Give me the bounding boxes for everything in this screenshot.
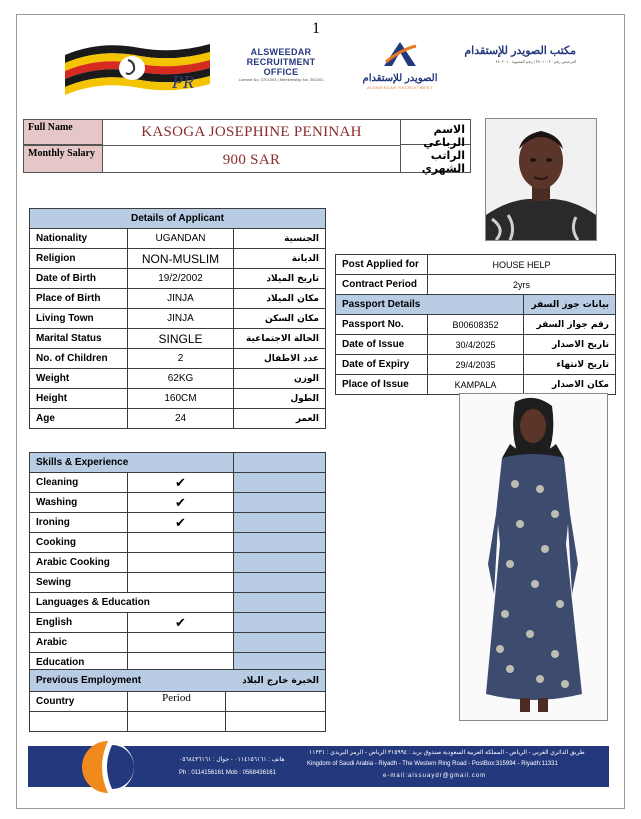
alsweedar-office-logo [228,47,334,83]
footer-emblem [60,741,156,793]
skill-row [30,573,326,593]
skill-blank-cell [234,513,326,533]
employment-title: Previous Employment [30,670,226,692]
skill-row [30,493,326,513]
full-body-photo [459,393,608,721]
details-table [29,208,326,429]
details-value: 62KG [128,369,234,389]
employment-title-arabic: الخبرة خارج البلاد [226,670,326,692]
full-name-arabic: الاسم الرباعي [400,119,471,145]
post-label: Post Applied for [336,255,428,275]
employment-header-row [30,670,326,692]
passport-row [336,355,616,375]
contract-value: 2yrs [428,275,616,295]
passport-arabic-label: مكان الاصدار [524,375,616,395]
office-arabic-logo [458,45,576,66]
details-label: Place of Birth [30,289,128,309]
details-label: Height [30,389,128,409]
details-label: Religion [30,249,128,269]
period-label: Period [128,692,226,712]
details-arabic-label: الوزن [234,369,326,389]
employment-empty-cell [226,712,326,732]
skill-blank-cell [234,553,326,573]
skill-label: English [30,613,128,633]
details-row [30,249,326,269]
skill-row [30,633,326,653]
skill-label: Arabic [30,633,128,653]
footer-bar [175,746,609,787]
details-row [30,369,326,389]
skill-check-mark [128,533,234,553]
skill-row [30,613,326,633]
a-mark-icon [380,40,420,68]
details-label: Date of Birth [30,269,128,289]
details-value: JINJA [128,289,234,309]
skills-title: Skills & Experience [30,453,234,473]
details-arabic-label: تاريخ الميلاد [234,269,326,289]
passport-arabic-label: تاريخ لانتهاء [524,355,616,375]
passport-title: Passport Details [336,295,524,315]
skill-label: Ironing [30,513,128,533]
passport-value: KAMPALA [428,375,524,395]
monthly-salary-label: Monthly Salary [23,145,103,173]
details-row [30,349,326,369]
skills-header-blank [234,453,326,473]
skill-label: Washing [30,493,128,513]
skill-check-mark: ✔ [128,613,234,633]
pr-logo: PR [172,72,194,92]
details-value: UGANDAN [128,229,234,249]
passport-label: Date of Expiry [336,355,428,375]
details-row [30,309,326,329]
alsweedar-title-line2: RECRUITMENT OFFICE [246,57,316,77]
footer-phone-arabic: هاتف : ٠١١٤١٥٦١٦١ - جوال : ٠٥٦٨٤٣٦١٦١ [179,757,285,763]
details-label: Weight [30,369,128,389]
contract-row [336,275,616,295]
details-label: No. of Children [30,349,128,369]
details-value: 2 [128,349,234,369]
skill-check-mark: ✔ [128,493,234,513]
details-arabic-label: الجنسية [234,229,326,249]
footer-address-english: Kingdom of Saudi Arabia - Riyadh - The Western Ring Road - PostBox:315994 - Riyadh:11331 [307,761,558,767]
passport-arabic-label: رقم جواز السفر [524,315,616,335]
details-header-row [30,209,326,229]
skill-check-mark: ✔ [128,513,234,533]
page-number: 1 [312,20,320,37]
details-arabic-label: الحالة الاجتماعية [234,329,326,349]
passport-value: 29/4/2035 [428,355,524,375]
footer-email[interactable]: e-mail:alssuaydr@gmail.com [383,773,487,779]
post-value: HOUSE HELP [428,255,616,275]
passport-value: 30/4/2025 [428,335,524,355]
employment-column-row [30,692,326,712]
employment-empty-cell [30,712,128,732]
details-row [30,289,326,309]
skill-label: Education [30,653,128,673]
skill-blank-cell [234,633,326,653]
details-row [30,389,326,409]
details-value: SINGLE [128,329,234,349]
details-arabic-label: الديانة [234,249,326,269]
languages-title: Languages & Education [30,593,234,613]
alsweedar-title-line1: ALSWEEDAR [250,47,312,57]
alsweedar-a-logo [360,40,440,95]
details-value: 160CM [128,389,234,409]
skill-label: Cooking [30,533,128,553]
details-row [30,409,326,429]
employment-empty-cell [128,712,226,732]
skill-check-mark [128,553,234,573]
employment-table [29,669,326,732]
details-arabic-label: مكان الميلاد [234,289,326,309]
details-row [30,229,326,249]
details-arabic-label: الطول [234,389,326,409]
passport-header-row [336,295,616,315]
skill-check-mark: ✔ [128,473,234,493]
employment-blank-cell [226,692,326,712]
skills-header-row [30,453,326,473]
details-title: Details of Applicant [30,209,326,229]
contract-label: Contract Period [336,275,428,295]
passport-row [336,315,616,335]
details-row [30,329,326,349]
details-label: Age [30,409,128,429]
country-label: Country [30,692,128,712]
skill-check-mark [128,633,234,653]
skill-blank-cell [234,573,326,593]
details-row [30,269,326,289]
footer-address-arabic: طريق الدائري الغربي - الرياض - المملكة العربية السعودية صندوق بريد : ٣١٥٩٩٤ الرياض - الرمز البريدي : ١١٣٣١ [309,750,585,756]
a-logo-arabic: الصويدر للإستقدام [362,73,438,84]
skill-blank-cell [234,533,326,553]
passport-row [336,375,616,395]
details-value: 19/2/2002 [128,269,234,289]
passport-title-arabic: بيانات جوز السفر [524,295,616,315]
skill-blank-cell [234,473,326,493]
passport-photo [485,118,597,241]
passport-label: Place of Issue [336,375,428,395]
skill-row [30,473,326,493]
employment-empty-row [30,712,326,732]
passport-arabic-label: تاريخ الاصدار [524,335,616,355]
post-row [336,255,616,275]
details-arabic-label: مكان السكن [234,309,326,329]
passport-label: Passport No. [336,315,428,335]
skill-label: Cleaning [30,473,128,493]
skill-row [30,533,326,553]
details-arabic-label: عدد الاطفال [234,349,326,369]
languages-header-blank [234,593,326,613]
details-label: Marital Status [30,329,128,349]
skill-check-mark [128,573,234,593]
skill-row [30,513,326,533]
skill-label: Sewing [30,573,128,593]
details-label: Nationality [30,229,128,249]
skill-blank-cell [234,493,326,513]
a-logo-english: ALSWEEDAR RECRUITMENT [367,85,433,90]
details-value: NON-MUSLIM [128,249,234,269]
monthly-salary-arabic: الراتب الشهري [400,145,471,173]
passport-value: B00608352 [428,315,524,335]
details-value: 24 [128,409,234,429]
passport-label: Date of Issue [336,335,428,355]
footer-phone-english: Ph : 0114156161 Mob : 0568436161 [179,770,276,776]
details-label: Living Town [30,309,128,329]
details-value: JINJA [128,309,234,329]
name-divider [103,145,400,146]
full-name-value: KASOGA JOSEPHINE PENINAH [141,124,362,140]
office-arabic-sub: الترخيص رقم : ٣٧٠١٠٠٣ | رقم العضوية : ٣٤٠٢٠١ [495,59,576,64]
post-passport-table [335,254,616,395]
skill-label: Arabic Cooking [30,553,128,573]
skill-blank-cell [234,613,326,633]
skills-table [29,452,326,673]
skill-row [30,553,326,573]
office-arabic-title: مكتب الصويدر للإستقدام [464,45,576,57]
monthly-salary-value: 900 SAR [222,152,281,168]
details-arabic-label: العمر [234,409,326,429]
languages-header-row [30,593,326,613]
alsweedar-license: License No: 3701003 | Membership No: 340201 [238,77,324,82]
passport-row [336,335,616,355]
full-name-label: Full Name [23,119,103,145]
